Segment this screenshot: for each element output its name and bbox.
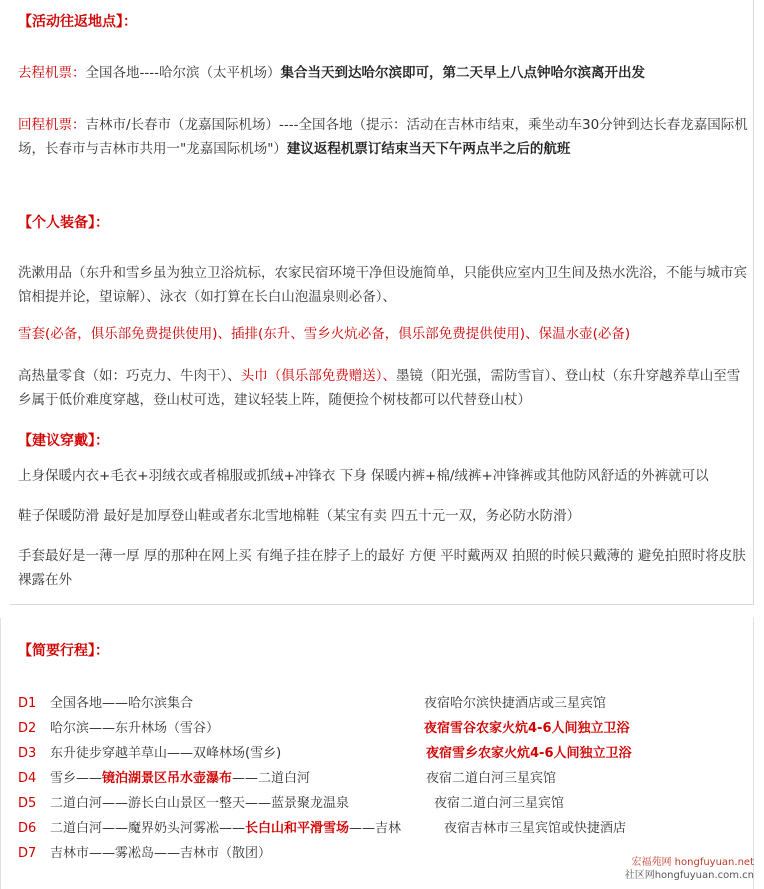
day-label: D4 bbox=[18, 771, 37, 786]
itinerary-row bbox=[18, 770, 310, 788]
day-hotel: 夜宿哈尔滨快捷酒店或三星宾馆 bbox=[424, 696, 607, 711]
day-route-highlight: 长白山和平滑雪场 bbox=[245, 821, 350, 836]
itinerary-row bbox=[18, 795, 349, 813]
return-ticket-label: 回程机票： bbox=[18, 117, 86, 133]
go-ticket-note: 集合当天到达哈尔滨即可，第二天早上八点钟哈尔滨离开出发 bbox=[280, 65, 645, 81]
day-hotel: 夜宿雪谷农家火炕4-6人间独立卫浴 bbox=[424, 721, 630, 736]
gear-snacks-text: 高热量零食（如：巧克力、牛肉干）、 bbox=[18, 368, 241, 384]
itinerary-heading: 【简要行程】： bbox=[18, 643, 109, 659]
day-label: D1 bbox=[18, 696, 37, 711]
dress-clothing: 上身保暖内衣+毛衣+羽绒衣或者棉服或抓绒+冲锋衣 下身 保暖内裤+棉/绒裤+冲锋裤或其他防风舒适的外裤就可以 bbox=[18, 468, 709, 484]
gear-scarf: 头巾（俱乐部免费赠送）、 bbox=[240, 368, 396, 384]
day-label: D2 bbox=[18, 721, 37, 736]
itinerary-row bbox=[18, 745, 281, 763]
gear-provided: 雪套(必备，俱乐部免费提供使用)、插排(东升、雪乡火炕必备，俱乐部免费提供使用)、保温水壶(必备) bbox=[18, 326, 631, 342]
day-route: 二道白河——游长白山景区一整天——蓝景聚龙温泉 bbox=[50, 796, 350, 811]
day-route: 哈尔滨——东升林场（雪谷） bbox=[50, 721, 220, 736]
day-label: D5 bbox=[18, 796, 37, 811]
day-hotel: 夜宿雪乡农家火炕4-6人间独立卫浴 bbox=[426, 746, 632, 761]
day-route: 全国各地——哈尔滨集合 bbox=[50, 696, 194, 711]
dress-gloves: 手套最好是一薄一厚 厚的那种在网上买 有绳子挂在脖子上的最好 方便 平时戴两双 拍照的时候只戴薄的 避免拍照时将皮肤裸露在外 bbox=[18, 548, 746, 588]
watermark-line-1: 宏福苑网 hongfuyuan.net bbox=[631, 857, 754, 868]
day-route bbox=[50, 770, 310, 788]
day-label: D6 bbox=[18, 821, 37, 836]
day-route-start: 雪乡—— bbox=[50, 771, 103, 786]
go-ticket-route: 全国各地----哈尔滨（太平机场） bbox=[85, 65, 281, 81]
day-label: D7 bbox=[18, 846, 37, 861]
day-route bbox=[50, 820, 401, 838]
return-ticket-route: 吉林市/长春市（龙嘉国际机场）----全国各地（提示：活动在吉林市结束，乘坐动车30分钟到达长春龙嘉国际机场，长春市与吉林市共用一"龙嘉国际机场"） bbox=[18, 117, 748, 157]
day-label: D3 bbox=[18, 746, 37, 761]
dress-shoes: 鞋子保暖防滑 最好是加厚登山鞋或者东北雪地棉鞋（某宝有卖 四五十元一双，务必防水防滑） bbox=[18, 508, 581, 524]
day-hotel: 夜宿二道白河三星宾馆 bbox=[434, 796, 565, 811]
venue-heading: 【活动往返地点】： bbox=[18, 14, 137, 30]
day-hotel: 夜宿吉林市三星宾馆或快捷酒店 bbox=[444, 821, 627, 836]
day-route-start: 二道白河——魔界奶头河雾凇—— bbox=[50, 821, 246, 836]
gear-toiletries: 洗漱用品（东升和雪乡虽为独立卫浴炕标，农家民宿环境干净但设施简单，只能供应室内卫生间及热水洗浴，不能与城市宾馆相提并论，望谅解）、泳衣（如打算在长白山泡温泉则必备）、 bbox=[18, 265, 747, 305]
itinerary-row bbox=[18, 820, 401, 838]
go-ticket-label: 去程机票： bbox=[18, 65, 86, 81]
itinerary-row bbox=[18, 720, 219, 738]
watermark-line-2: 社区网hongfuyuan.com.cn bbox=[624, 870, 754, 881]
gear-sunglasses-poles: 墨镜（阳光强，需防雪盲）、登山杖（东升穿越养草山至雪乡属于低价难度穿越，登山杖可选，建议轻装上阵，随便捡个树枝都可以代替登山杖） bbox=[18, 368, 741, 408]
day-route-highlight: 镜泊湖景区吊水壶瀑布 bbox=[102, 771, 233, 786]
dress-heading: 【建议穿戴】： bbox=[18, 433, 109, 449]
go-ticket-line bbox=[18, 61, 645, 85]
day-route-end: ——二道白河 bbox=[232, 771, 311, 786]
gear-heading: 【个人装备】： bbox=[18, 215, 109, 231]
gear-snacks bbox=[18, 364, 748, 412]
day-hotel: 夜宿二道白河三星宾馆 bbox=[426, 771, 557, 786]
day-route: 吉林市——雾凇岛——吉林市（散团） bbox=[50, 846, 272, 861]
return-ticket-note: 建议返程机票订结束当天下午两点半之后的航班 bbox=[286, 141, 571, 157]
return-ticket-paragraph bbox=[18, 113, 748, 161]
day-route-end: ——吉林 bbox=[349, 821, 402, 836]
itinerary-row bbox=[18, 845, 271, 863]
itinerary-row bbox=[18, 695, 193, 713]
day-route: 东升徒步穿越羊草山——双峰林场(雪乡) bbox=[50, 746, 282, 761]
